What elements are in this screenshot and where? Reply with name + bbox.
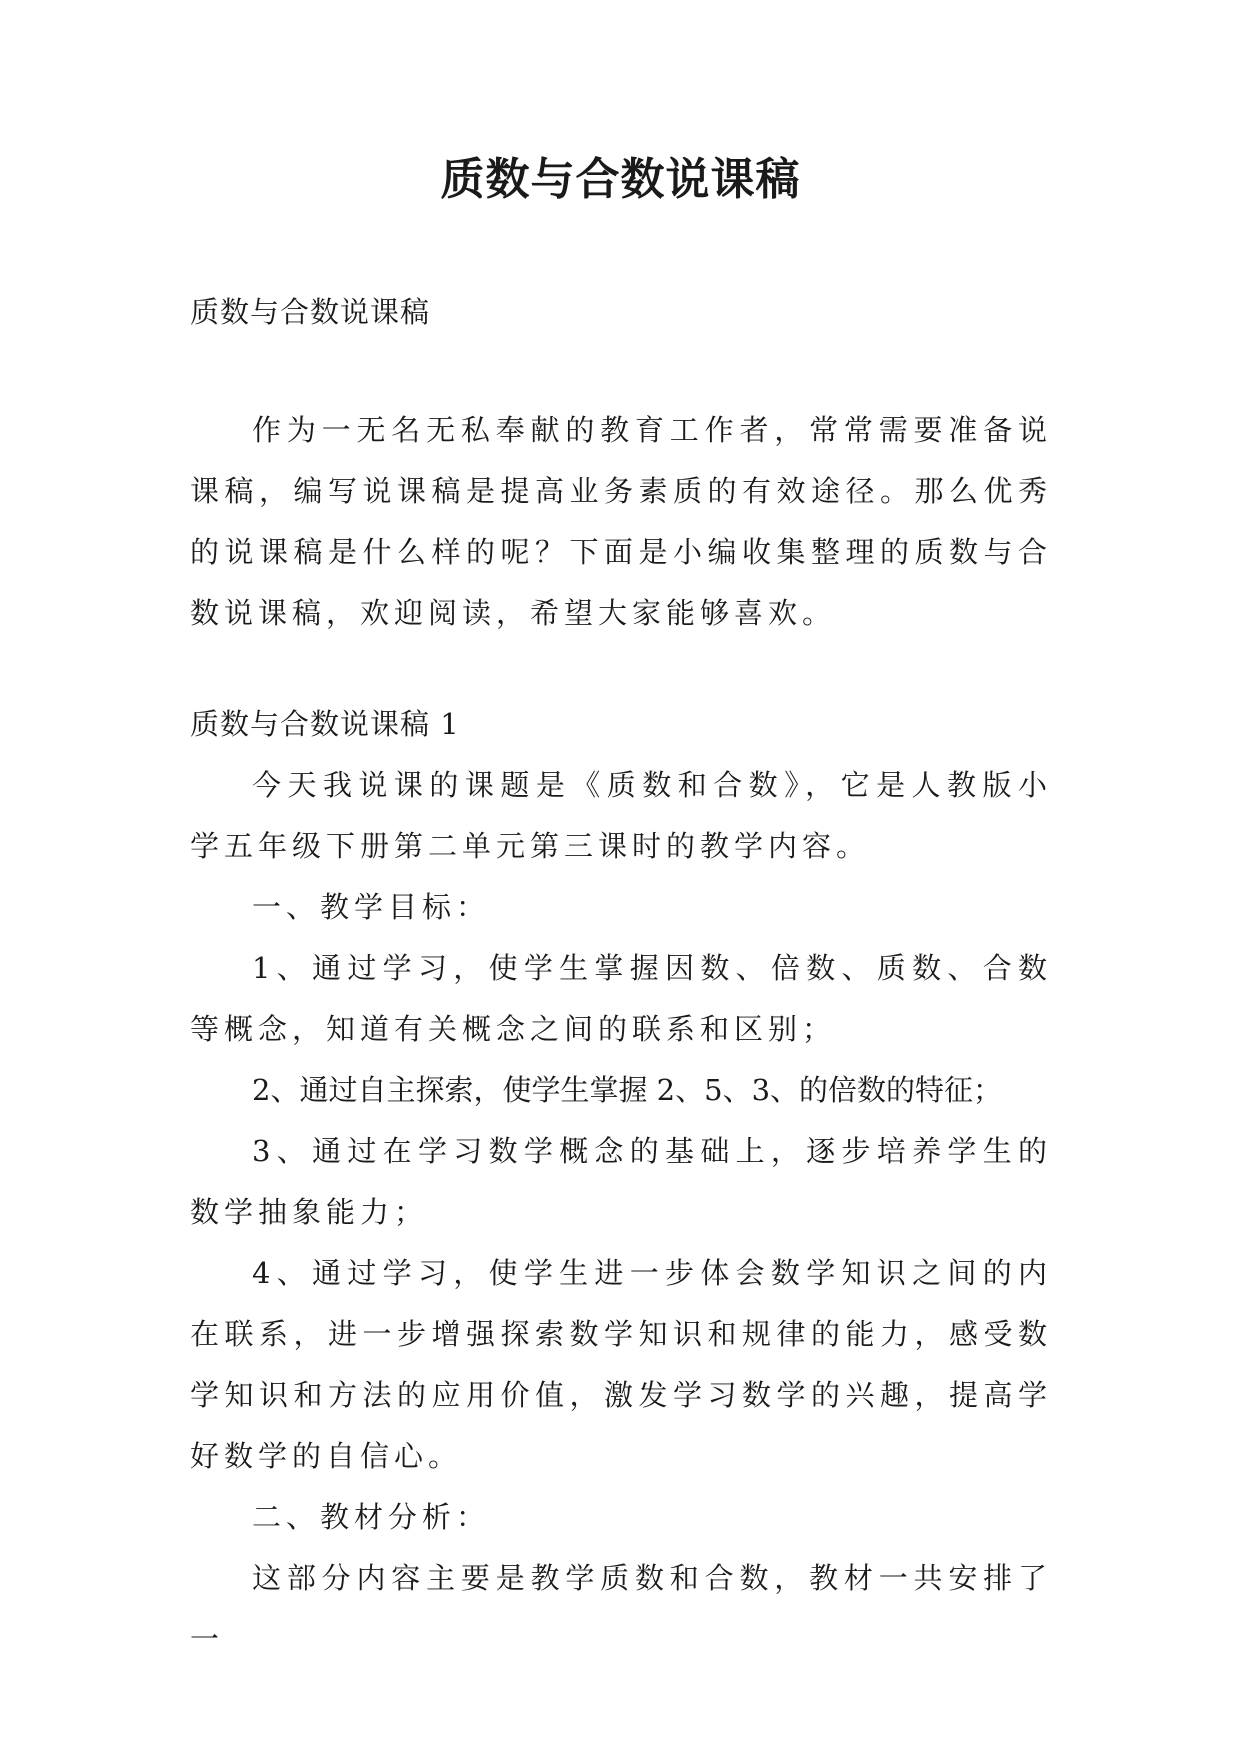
heading-textbook-analysis: 二、教材分析： xyxy=(252,1500,491,1534)
paragraph-textbook-analysis: 这部分内容主要是教学质数和合数，教材一共安排了一 xyxy=(190,1561,1052,1656)
goal-item-1: 1、通过学习，使学生掌握因数、倍数、质数、合数等概念，知道有关概念之间的联系和区别； xyxy=(190,951,1052,1046)
section-heading: 质数与合数说课稿 1 xyxy=(190,707,460,741)
section-1 xyxy=(190,694,1052,1670)
heading-teaching-goals: 一、教学目标： xyxy=(252,890,491,924)
intro-block xyxy=(190,400,1052,644)
goal-item-3: 3、通过在学习数学概念的基础上，逐步培养学生的数学抽象能力； xyxy=(190,1134,1052,1229)
intro-paragraph: 作为一无名无私奉献的教育工作者，常常需要准备说课稿，编写说课稿是提高业务素质的有效途径。那么优秀的说课稿是什么样的呢？下面是小编收集整理的质数与合数说课稿，欢迎阅读，希望大家能够喜欢。 xyxy=(190,413,1052,630)
document-subtitle: 质数与合数说课稿 xyxy=(190,295,431,329)
goal-item-4: 4、通过学习，使学生进一步体会数学知识之间的内在联系，进一步增强探索数学知识和规律的能力，感受数学知识和方法的应用价值，激发学习数学的兴趣，提高学好数学的自信心。 xyxy=(190,1256,1052,1473)
goal-item-2: 2、通过自主探索，使学生掌握 2、5、3、的倍数的特征； xyxy=(252,1073,1003,1107)
paragraph-topic: 今天我说课的课题是《质数和合数》，它是人教版小学五年级下册第二单元第三课时的教学内容。 xyxy=(190,768,1052,863)
document-title: 质数与合数说课稿 xyxy=(440,154,801,205)
